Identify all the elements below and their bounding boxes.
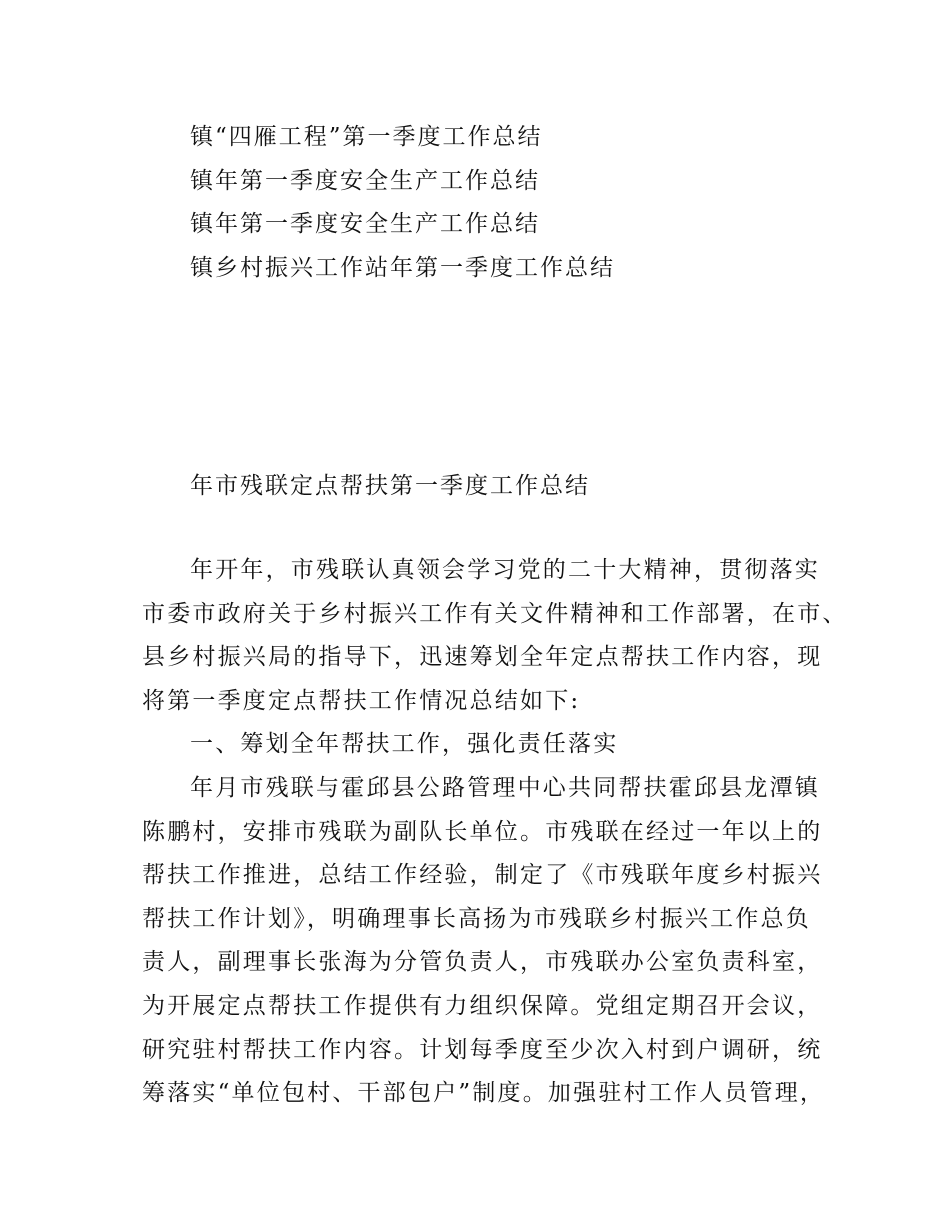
paragraph-line: 为开展定点帮扶工作提供有力组织保障。党组定期召开会议， [142,992,823,1019]
paragraph-line: 县乡村振兴局的指导下，迅速筹划全年定点帮扶工作内容，现 [142,644,823,671]
related-article-link[interactable]: 镇乡村振兴工作站年第一季度工作总结 [190,254,615,281]
paragraph-line: 研究驻村帮扶工作内容。计划每季度至少次入村到户调研，统 [142,1036,823,1063]
paragraph-line: 年开年，市残联认真领会学习党的二十大精神，贯彻落实 [190,557,820,583]
related-article-link[interactable]: 镇“四雁工程”第一季度工作总结 [190,124,543,150]
related-articles-list [190,116,615,290]
paragraph-line: 帮扶工作推进，总结工作经验，制定了《市残联年度乡村振兴 [142,862,823,889]
related-article-link[interactable]: 镇年第一季度安全生产工作总结 [190,167,540,194]
related-article-link[interactable]: 镇年第一季度安全生产工作总结 [190,211,540,237]
paragraph-line: 将第一季度定点帮扶工作情况总结如下: [142,687,581,714]
document-title: 年市残联定点帮扶第一季度工作总结 [190,473,590,499]
paragraph-line: 责人，副理事长张海为分管负责人，市残联办公室负责科室， [142,949,823,976]
paragraph-line: 年月市残联与霍邱县公路管理中心共同帮扶霍邱县龙潭镇 [190,774,820,801]
paragraph-line: 筹落实“单位包村、干部包户”制度。加强驻村工作人员管理， [142,1080,826,1107]
paragraph-line: 市委市政府关于乡村振兴工作有关文件精神和工作部署，在市、 [142,600,848,627]
document-body [142,549,848,1116]
section-heading: 一、筹划全年帮扶工作，强化责任落实 [190,731,619,758]
paragraph-line: 陈鹏村，安排市残联为副队长单位。市残联在经过一年以上的 [142,818,823,845]
paragraph-line: 帮扶工作计划》，明确理事长高扬为市残联乡村振兴工作总负 [142,905,811,932]
